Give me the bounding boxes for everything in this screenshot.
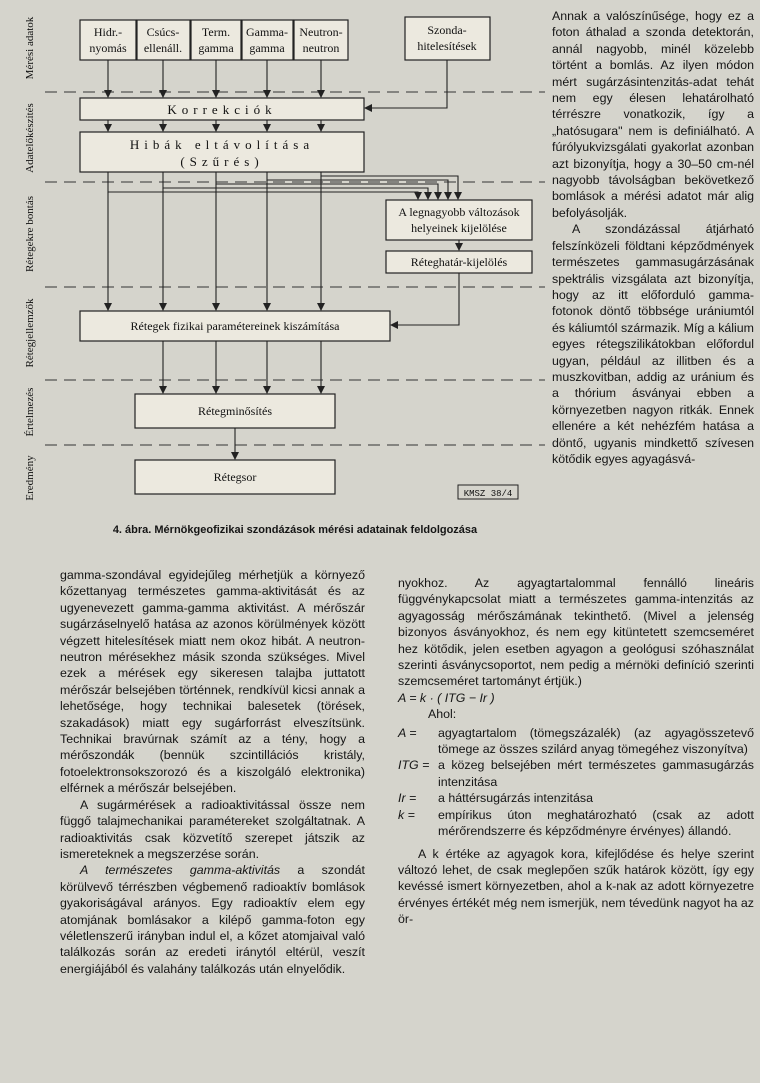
left-column	[60, 567, 365, 977]
input-gg-l1: Gamma-	[246, 25, 288, 39]
definition-text: a háttérsugárzás intenzitása	[438, 791, 593, 806]
calibration-l1: Szonda-	[427, 23, 467, 37]
side-label-interpretation: Értelmezés	[24, 387, 36, 437]
figure-caption: 4. ábra. Mérnökgeofizikai szondázások mérési adatainak feldolgozása	[112, 524, 478, 536]
largest-changes-l2: helyeinek kijelölése	[411, 221, 507, 235]
physical-params-label: Rétegek fizikai paramétereinek kiszámítása	[130, 319, 340, 333]
layer-sequence-label: Rétegsor	[213, 470, 257, 484]
definition-text: agyagtartalom (tömegszázalék) (az agyagösszetevő tömege az összes szilárd anyag tömegéhez viszonyítva)	[438, 725, 754, 757]
definition-symbol: A =	[398, 725, 417, 740]
input-nn-l1: Neutron-	[299, 25, 343, 39]
corrections-label: Korrekciók	[167, 102, 277, 117]
right-paragraph-2: A k értéke az agyagok kora, kifejlődése és helye szerint változó lehet, de csak meglepően szűk határok között, így egy kevéssé ismert környezetben, ahol a k-nak az adott környezetre érvényes értékét még nem ismerjük, nem tévedünk nagyot ha az ör-	[398, 846, 754, 927]
where-label: Ahol:	[428, 707, 457, 722]
largest-changes-l1: A legnagyobb változások	[398, 205, 520, 219]
flowchart-diagram	[0, 0, 548, 520]
error-removal-l1: Hibák eltávolítása	[129, 137, 315, 152]
right-top-column	[552, 8, 754, 467]
input-hydro-l1: Hidr.-	[93, 25, 123, 39]
definition-item	[398, 807, 754, 840]
input-tip-l1: Csúcs-	[146, 25, 180, 39]
right-top-paragraph-2: A szondázással átjárható felszínközeli földtani képződmények természetes gammasugárzásának spektrális vizsgálata azt bizonyítja, hogy az itt előforduló gamma-fotonok döntő többsége urániumtól és káliumtól származik. Míg a kálium egyes rétegszilikátokban előfordul ugyan, például az illitben és a muszkovitban, addig az uránium és a thórium ásványai ebben a környezetben nagyon ritkák. Ennek ellenére a két nehézfém hatása a döntő, ugyanis mindkettő szívesen kötődik egyes agyagásvá-	[552, 222, 754, 466]
input-hydro-l2: nyomás	[89, 41, 127, 55]
left-paragraph-2: A sugármérések a radioaktivitással össze nem függő talajmechanikai paramétereket szolgáltatnak. A radioaktivitás csak közvetítő szerepet játszik az ismereteknek a megszerzése során.	[60, 797, 365, 861]
right-paragraph-1: nyokhoz. Az agyagtartalommal fennálló lineáris függvénykapcsolat miatt a természetes gamma-intenzitás az agyagosság mérőszámának tekinthető. (Mivel a jelenség bizonyos ásványokhoz, és nem egy kitüntetett szemcseméret hez kötődik, jelen esetben agyagon a geológusi szóhasználat szerinti ásványcsoportot, nem pedig a mérnöki definíció szerinti szemcseméret tartományt értjük.)	[398, 576, 754, 689]
definition-item	[398, 757, 754, 790]
definition-text: empírikus úton meghatározható (csak az adott mérőrendszerre és képződményre érvényes) állandó.	[438, 807, 754, 839]
definition-symbol: Ir =	[398, 791, 417, 806]
input-term-l2: gamma	[198, 41, 234, 55]
side-label-measurement: Mérési adatok	[24, 16, 36, 80]
routing-lines	[108, 172, 458, 310]
correction-arrows	[108, 120, 321, 131]
right-top-paragraph-1: Annak a valószínűsége, hogy ez a foton áthalad a szonda detektorán, annál nagyobb, minél közelebb történt a bomlás. Az ilyen módon mért sugárzásintenzitás-adat tehát nem egy élesen lehatárolható térrészre vonatkozik, így a „hatósugara" nem is definiálható. A fúrólyukvizsgálati gyakorlat azonban azt bizonyítja, hogy a 30–50 cm-nél nagyobb távolságban bekövetkező bomlások a mérési adatot már alig befolyásolják.	[552, 9, 754, 220]
side-label-layer-properties: Rétegjellemzők	[24, 298, 36, 368]
input-tip-l2: ellenáll.	[143, 41, 183, 55]
calibration-l2: hitelesítések	[417, 39, 477, 53]
definition-symbol: ITG =	[398, 758, 430, 773]
side-label-layering: Rétegekre bontás	[24, 195, 36, 273]
classification-label: Rétegminősítés	[198, 404, 272, 418]
right-bottom-column	[398, 575, 754, 928]
side-label-preparation: Adatelőkészítés	[24, 103, 36, 173]
input-boxes	[80, 20, 348, 60]
boundary-to-physical-arrow	[391, 273, 459, 325]
definitions-list	[398, 725, 754, 840]
side-labels	[24, 16, 36, 500]
stamp-label: KMSZ 38/4	[463, 489, 513, 499]
input-term-l1: Term.	[201, 25, 231, 39]
side-label-result: Eredmény	[24, 455, 36, 501]
definition-item	[398, 725, 754, 758]
left-paragraph-1: gamma-szondával egyidejűleg mérhetjük a környező kőzettanyag természetes gamma-aktivitását és az ugyenevezett gamma-gamma aktivitást. A mérőszár sugárzáselnyelő hatása az azonos körülmények között végzett hitelesítések miatt nem okoz hibát. A neutron-neutron mérésekhez másik szonda szükséges. Mivel ezek a mérések egy sikeresen talajba juttatott mérőszár belsejében történnek, rendkívül kicsi annak a lehetősége, hogy technikai balesetek (törések, szakadások) miatt egy sugárforrást elveszítsünk. Technikai bravúrnak számít az a tény, hogy a mérőszondák (bennük szcintillációs kristály, fotoelektronsokszorozó és a kiszolgáló elektronika) elférnek a mérőszár belsejében.	[60, 568, 365, 796]
definition-item	[398, 790, 754, 806]
error-removal-l2: (Szűrés)	[180, 154, 264, 169]
boundary-label: Réteghatár-kijelölés	[410, 255, 508, 269]
classification-arrows	[163, 341, 321, 393]
formula: A = k · ( ITG − Ir )	[398, 690, 495, 705]
input-gg-l2: gamma	[249, 41, 285, 55]
left-paragraph-3-emphasis: A természetes gamma-aktivitás	[80, 863, 281, 878]
definition-text: a közeg belsejében mért természetes gammasugárzás intenzitása	[438, 758, 754, 789]
left-paragraph-3	[60, 862, 365, 977]
definition-symbol: k =	[398, 807, 415, 822]
left-paragraph-3-body: a szondát körülvevő térrészben végbemenő radioaktív bomlások gyakoriságával arányos. Egy radioaktív elem egy atomjának bomlásakor a kilépő gamma-foton egy véletlenszerű irányban indul el, a kőzet atomjaival való találkozás során az eredeti iránytól eltérül, veszít energiájából és valahány találkozás után elnyelődik.	[60, 863, 365, 976]
input-nn-l2: neutron	[302, 41, 340, 55]
